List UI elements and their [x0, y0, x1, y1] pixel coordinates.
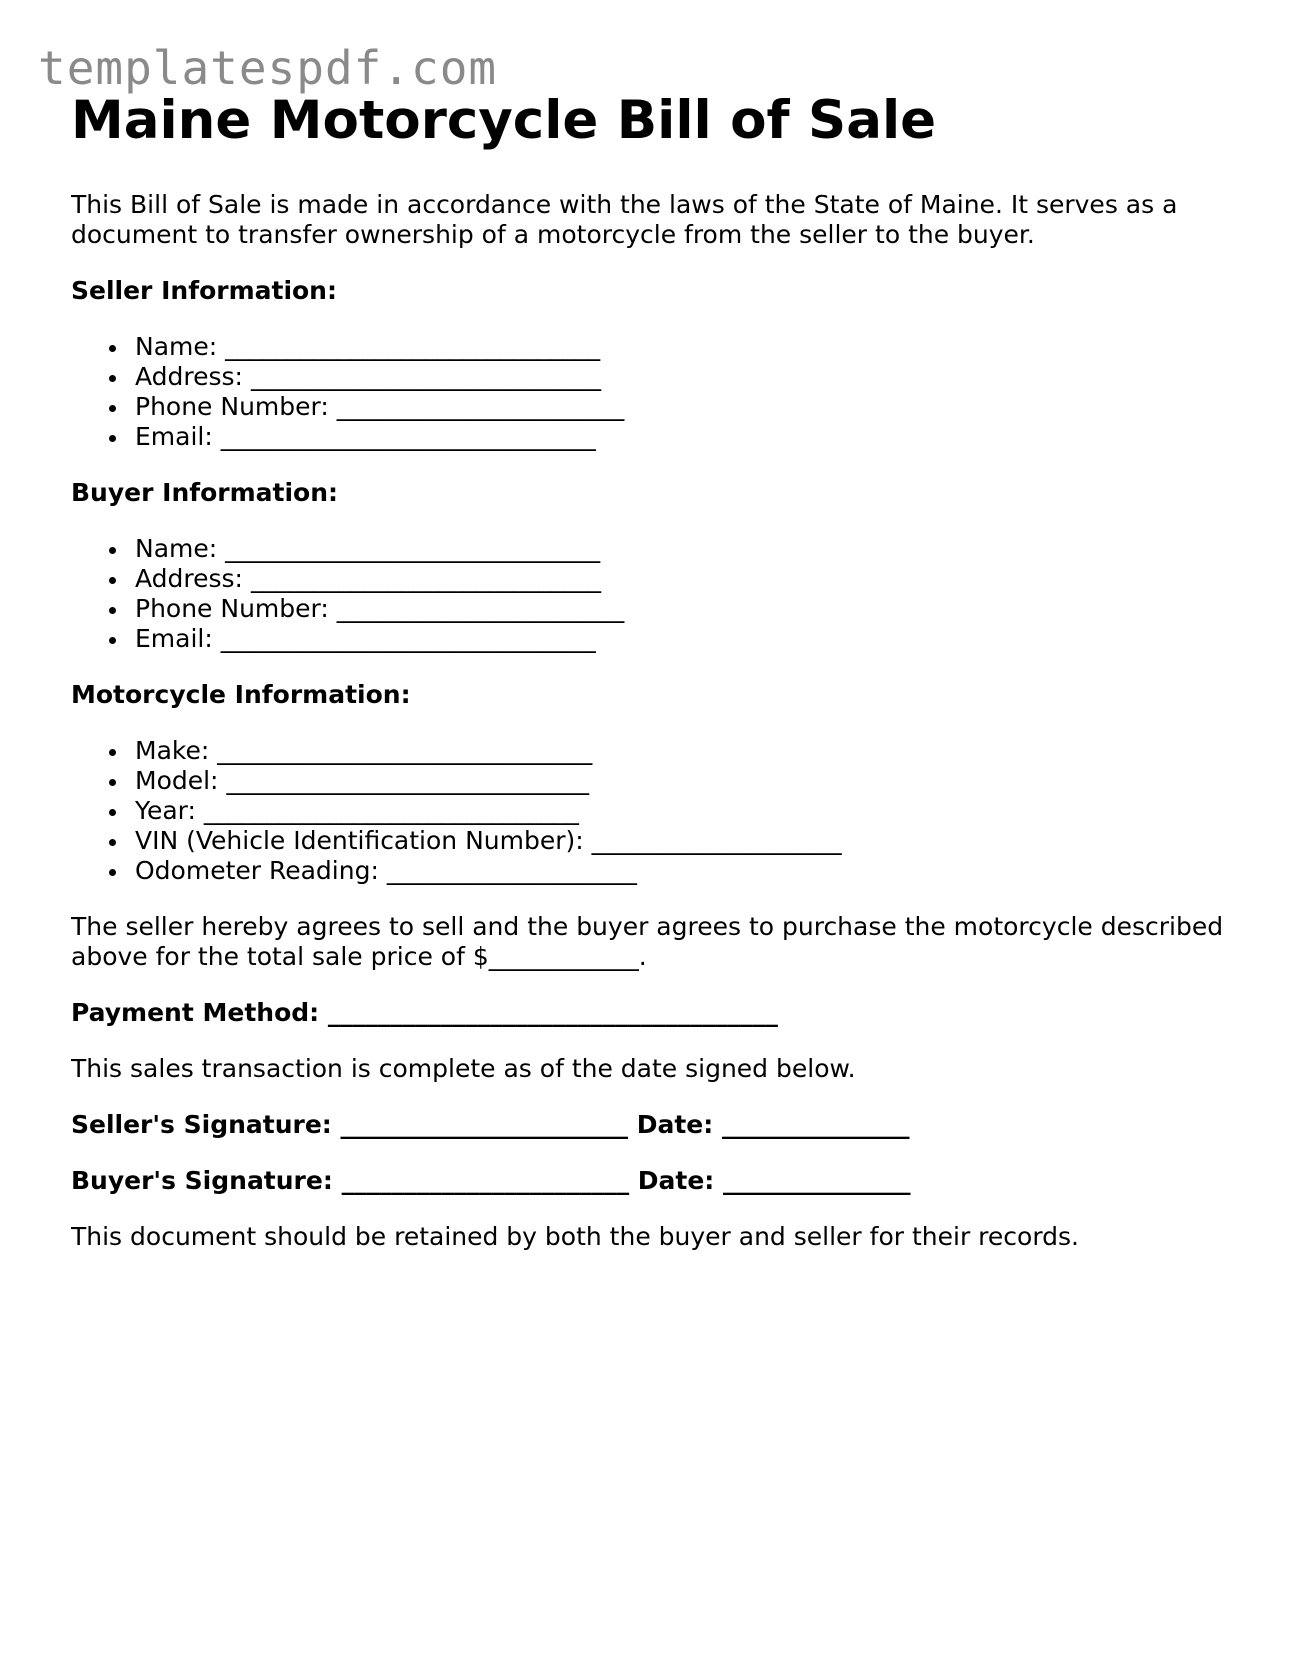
- field-label: Address:: [135, 564, 243, 593]
- seller-name-field[interactable]: [135, 332, 1231, 362]
- field-label: Phone Number:: [135, 594, 329, 623]
- field-blank: ____________________________: [250, 362, 601, 391]
- motorcycle-odometer-field[interactable]: [135, 856, 1231, 886]
- motorcycle-make-field[interactable]: [135, 736, 1231, 766]
- field-blank: ____________________________: [250, 564, 601, 593]
- document-page: [71, 88, 1231, 1252]
- field-label: Odometer Reading:: [135, 856, 379, 885]
- field-label: VIN (Vehicle Identification Number):: [135, 826, 584, 855]
- seller-address-field[interactable]: [135, 362, 1231, 392]
- field-label: Email:: [135, 624, 213, 653]
- motorcycle-fields: [71, 736, 1231, 886]
- seller-signature-blank: _______________________: [340, 1110, 629, 1139]
- field-blank: _______________________: [336, 594, 625, 623]
- motorcycle-model-field[interactable]: [135, 766, 1231, 796]
- field-label: Model:: [135, 766, 219, 795]
- buyer-fields: [71, 534, 1231, 654]
- seller-email-field[interactable]: [135, 422, 1231, 452]
- sale-statement: The seller hereby agrees to sell and the buyer agrees to purchase the motorcycle described above for the total sale price of $____________.: [71, 912, 1224, 971]
- field-blank: ____________________: [386, 856, 637, 885]
- payment-method-field[interactable]: [71, 998, 1231, 1028]
- field-blank: _____________________________: [226, 766, 589, 795]
- seller-signature-label: Seller's Signature:: [71, 1110, 332, 1139]
- seller-fields: [71, 332, 1231, 452]
- buyer-email-field[interactable]: [135, 624, 1231, 654]
- buyer-signature-blank: _______________________: [341, 1166, 630, 1195]
- motorcycle-year-field[interactable]: [135, 796, 1231, 826]
- field-label: Name:: [135, 534, 218, 563]
- buyer-signature-line[interactable]: [71, 1166, 1231, 1196]
- payment-method-blank: ____________________________________: [327, 998, 778, 1027]
- payment-method-label: Payment Method:: [71, 998, 320, 1027]
- field-blank: ______________________________: [225, 332, 601, 361]
- field-blank: ______________________________: [203, 796, 579, 825]
- buyer-address-field[interactable]: [135, 564, 1231, 594]
- field-label: Year:: [135, 796, 196, 825]
- retention-note: This document should be retained by both the buyer and seller for their records.: [71, 1222, 1079, 1251]
- buyer-phone-field[interactable]: [135, 594, 1231, 624]
- field-blank: ______________________________: [225, 534, 601, 563]
- seller-phone-field[interactable]: [135, 392, 1231, 422]
- field-label: Make:: [135, 736, 210, 765]
- buyer-date-label: Date:: [637, 1166, 715, 1195]
- field-label: Name:: [135, 332, 218, 361]
- buyer-signature-label: Buyer's Signature:: [71, 1166, 333, 1195]
- buyer-heading: Buyer Information:: [71, 478, 339, 507]
- field-blank: ______________________________: [220, 624, 596, 653]
- intro-paragraph: This Bill of Sale is made in accordance with the laws of the State of Maine. It serves as a document to transfer ownership of a motorcycle from the seller to the buyer.: [71, 190, 1178, 249]
- motorcycle-vin-field[interactable]: [135, 826, 1231, 856]
- completion-statement: This sales transaction is complete as of the date signed below.: [71, 1054, 856, 1083]
- field-label: Phone Number:: [135, 392, 329, 421]
- field-blank: _______________________: [336, 392, 625, 421]
- field-blank: ______________________________: [220, 422, 596, 451]
- watermark: templatespdf.com: [38, 41, 498, 95]
- buyer-date-blank: _______________: [723, 1166, 911, 1195]
- field-label: Email:: [135, 422, 213, 451]
- seller-signature-line[interactable]: [71, 1110, 1231, 1140]
- field-blank: ____________________: [591, 826, 842, 855]
- seller-heading: Seller Information:: [71, 276, 337, 305]
- motorcycle-heading: Motorcycle Information:: [71, 680, 411, 709]
- buyer-name-field[interactable]: [135, 534, 1231, 564]
- seller-date-blank: _______________: [721, 1110, 910, 1139]
- seller-date-label: Date:: [636, 1110, 714, 1139]
- field-label: Address:: [135, 362, 243, 391]
- field-blank: ______________________________: [217, 736, 593, 765]
- document-title: Maine Motorcycle Bill of Sale: [71, 90, 937, 151]
